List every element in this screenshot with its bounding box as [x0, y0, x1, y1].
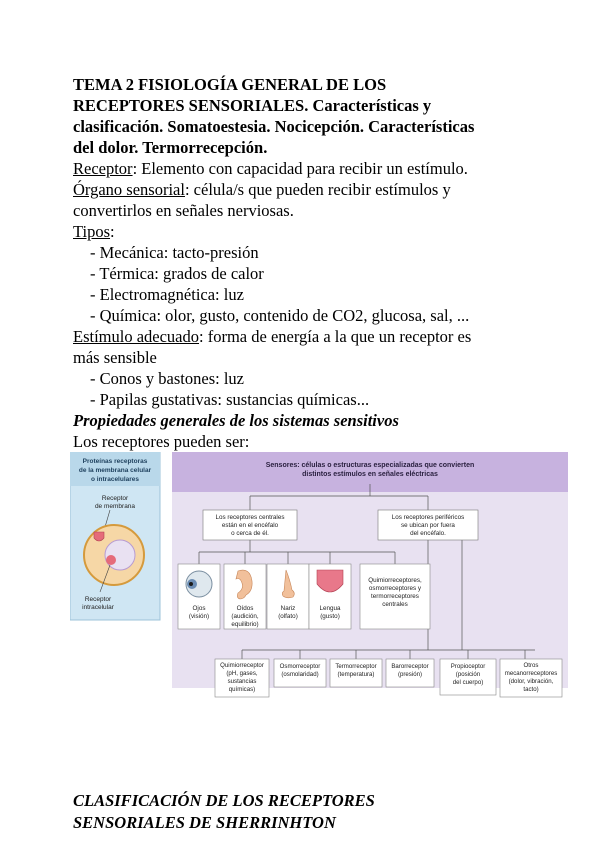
- peripheral-line-3: del encéfalo.: [410, 530, 446, 537]
- organo-def-1: : célula/s que pueden recibir estímulos y: [184, 180, 451, 199]
- membrane-receptor-label-2: de membrana: [94, 503, 136, 510]
- sense-ear-sub: (audición,: [231, 613, 259, 620]
- tipos-heading: [73, 221, 533, 242]
- peripheral-line-1: Los receptores periféricos: [391, 514, 465, 521]
- peripheral-2-l2: (osmolaridad): [281, 671, 319, 678]
- list-item: - Química: olor, gusto, contenido de CO2, glucosa, sal, ...: [90, 305, 533, 326]
- heading-line-3: clasificación. Somatoestesia. Nocicepción. Características: [73, 117, 475, 136]
- header-line-2: distintos estímulos en señales eléctricas: [302, 471, 438, 478]
- estimulo-def-1: : forma de energía a la que un receptor es: [199, 327, 472, 346]
- sense-ear-sub-2: equilibrio): [231, 621, 259, 628]
- footer-line-1: CLASIFICACIÓN DE LOS RECEPTORES: [73, 791, 375, 810]
- peripheral-3-l2: (temperatura): [337, 671, 375, 678]
- sense-tongue-name: Lengua: [319, 605, 341, 612]
- central-line-1: Los receptores centrales: [215, 514, 285, 521]
- heading-line-1: TEMA 2 FISIOLOGÍA GENERAL DE LOS: [73, 75, 387, 94]
- sense-ear-name: Oídos: [236, 605, 254, 612]
- organo-definition-cont: convertirlos en señales nerviosas.: [73, 201, 294, 220]
- document-body: [73, 74, 533, 452]
- organo-term: Órgano sensorial: [73, 180, 185, 199]
- peripheral-1-l2: (pH, gases,: [226, 670, 258, 677]
- peripheral-6-l3: (dolor, vibración,: [508, 678, 554, 685]
- sense-eye-sub: (visión): [188, 613, 210, 620]
- left-panel-title-2: de la membrana celular: [78, 467, 152, 474]
- peripheral-line-2: se ubican por fuera: [401, 522, 455, 529]
- central-chemo-line-3: termorreceptores: [371, 593, 419, 600]
- sense-tongue-sub: (gusto): [320, 613, 340, 620]
- peripheral-1-l3: sustancias: [227, 678, 257, 685]
- sense-nose-sub: (olfato): [278, 613, 298, 620]
- receptor-term: Receptor: [73, 159, 133, 178]
- peripheral-2-l1: Osmorreceptor: [279, 663, 321, 670]
- tipos-colon: :: [110, 222, 115, 241]
- receptores-intro: Los receptores pueden ser:: [73, 432, 250, 451]
- intracellular-receptor-label-1: Receptor: [84, 596, 112, 603]
- peripheral-3-l1: Termorreceptor: [335, 663, 377, 670]
- list-item: - Conos y bastones: luz: [90, 368, 533, 389]
- list-item: - Térmica: grados de calor: [90, 263, 533, 284]
- receptor-definition: [73, 158, 533, 179]
- peripheral-6-l1: Otros: [523, 662, 539, 669]
- receptor-classification-figure: [70, 452, 570, 702]
- central-chemo-line-1: Quimiorreceptores,: [368, 577, 422, 584]
- peripheral-4-l1: Barorreceptor: [391, 663, 429, 670]
- peripheral-1-l4: químicas): [228, 686, 256, 693]
- central-chemo-line-4: centrales: [382, 601, 408, 608]
- heading-line-4: del dolor. Termorrecepción.: [73, 138, 268, 157]
- sense-nose-name: Nariz: [280, 605, 296, 612]
- heading-line-2: RECEPTORES SENSORIALES. Características y: [73, 96, 432, 115]
- peripheral-1-l1: Quimiorreceptor: [220, 662, 264, 669]
- peripheral-5-l3: del cuerpo): [452, 679, 484, 686]
- estimulo-list: [73, 368, 533, 410]
- estimulo-definition-cont: más sensible: [73, 348, 157, 367]
- left-panel-title-3: o intracelulares: [90, 476, 140, 483]
- classification-heading: [73, 790, 533, 834]
- peripheral-5-l1: Propioceptor: [450, 663, 486, 670]
- estimulo-definition: [73, 326, 533, 347]
- header-line-1: Sensores: células o estructuras especializadas que convierten: [265, 462, 475, 469]
- central-chemo-line-2: osmorreceptores y: [368, 585, 422, 592]
- central-line-2: están en el encéfalo: [221, 522, 279, 529]
- tipos-term: Tipos: [73, 222, 111, 241]
- peripheral-5-l2: (posición: [455, 671, 481, 678]
- list-item: - Papilas gustativas: sustancias químicas...: [90, 389, 533, 410]
- organo-definition: [73, 179, 533, 200]
- intracellular-receptor-icon: [106, 555, 116, 565]
- estimulo-term: Estímulo adecuado: [73, 327, 200, 346]
- membrane-receptor-label-1: Receptor: [101, 495, 129, 502]
- central-line-3: o cerca de él.: [231, 530, 269, 537]
- left-panel-title-1: Proteínas receptoras: [82, 458, 148, 465]
- peripheral-6-l4: tacto): [523, 686, 539, 693]
- receptor-def: : Elemento con capacidad para recibir un estímulo.: [132, 159, 468, 178]
- footer-line-2: SENSORIALES DE SHERRINHTON: [73, 813, 336, 832]
- propiedades-heading: Propiedades generales de los sistemas sensitivos: [73, 411, 399, 430]
- list-item: - Electromagnética: luz: [90, 284, 533, 305]
- list-item: - Mecánica: tacto-presión: [90, 242, 533, 263]
- sense-eye-name: Ojos: [192, 605, 206, 612]
- intracellular-receptor-label-2: intracelular: [82, 604, 114, 611]
- receptor-cup-icon: [94, 532, 104, 541]
- peripheral-6-l2: mecanorreceptores: [504, 670, 558, 677]
- peripheral-4-l2: (presión): [397, 671, 423, 678]
- tipos-list: [73, 242, 533, 326]
